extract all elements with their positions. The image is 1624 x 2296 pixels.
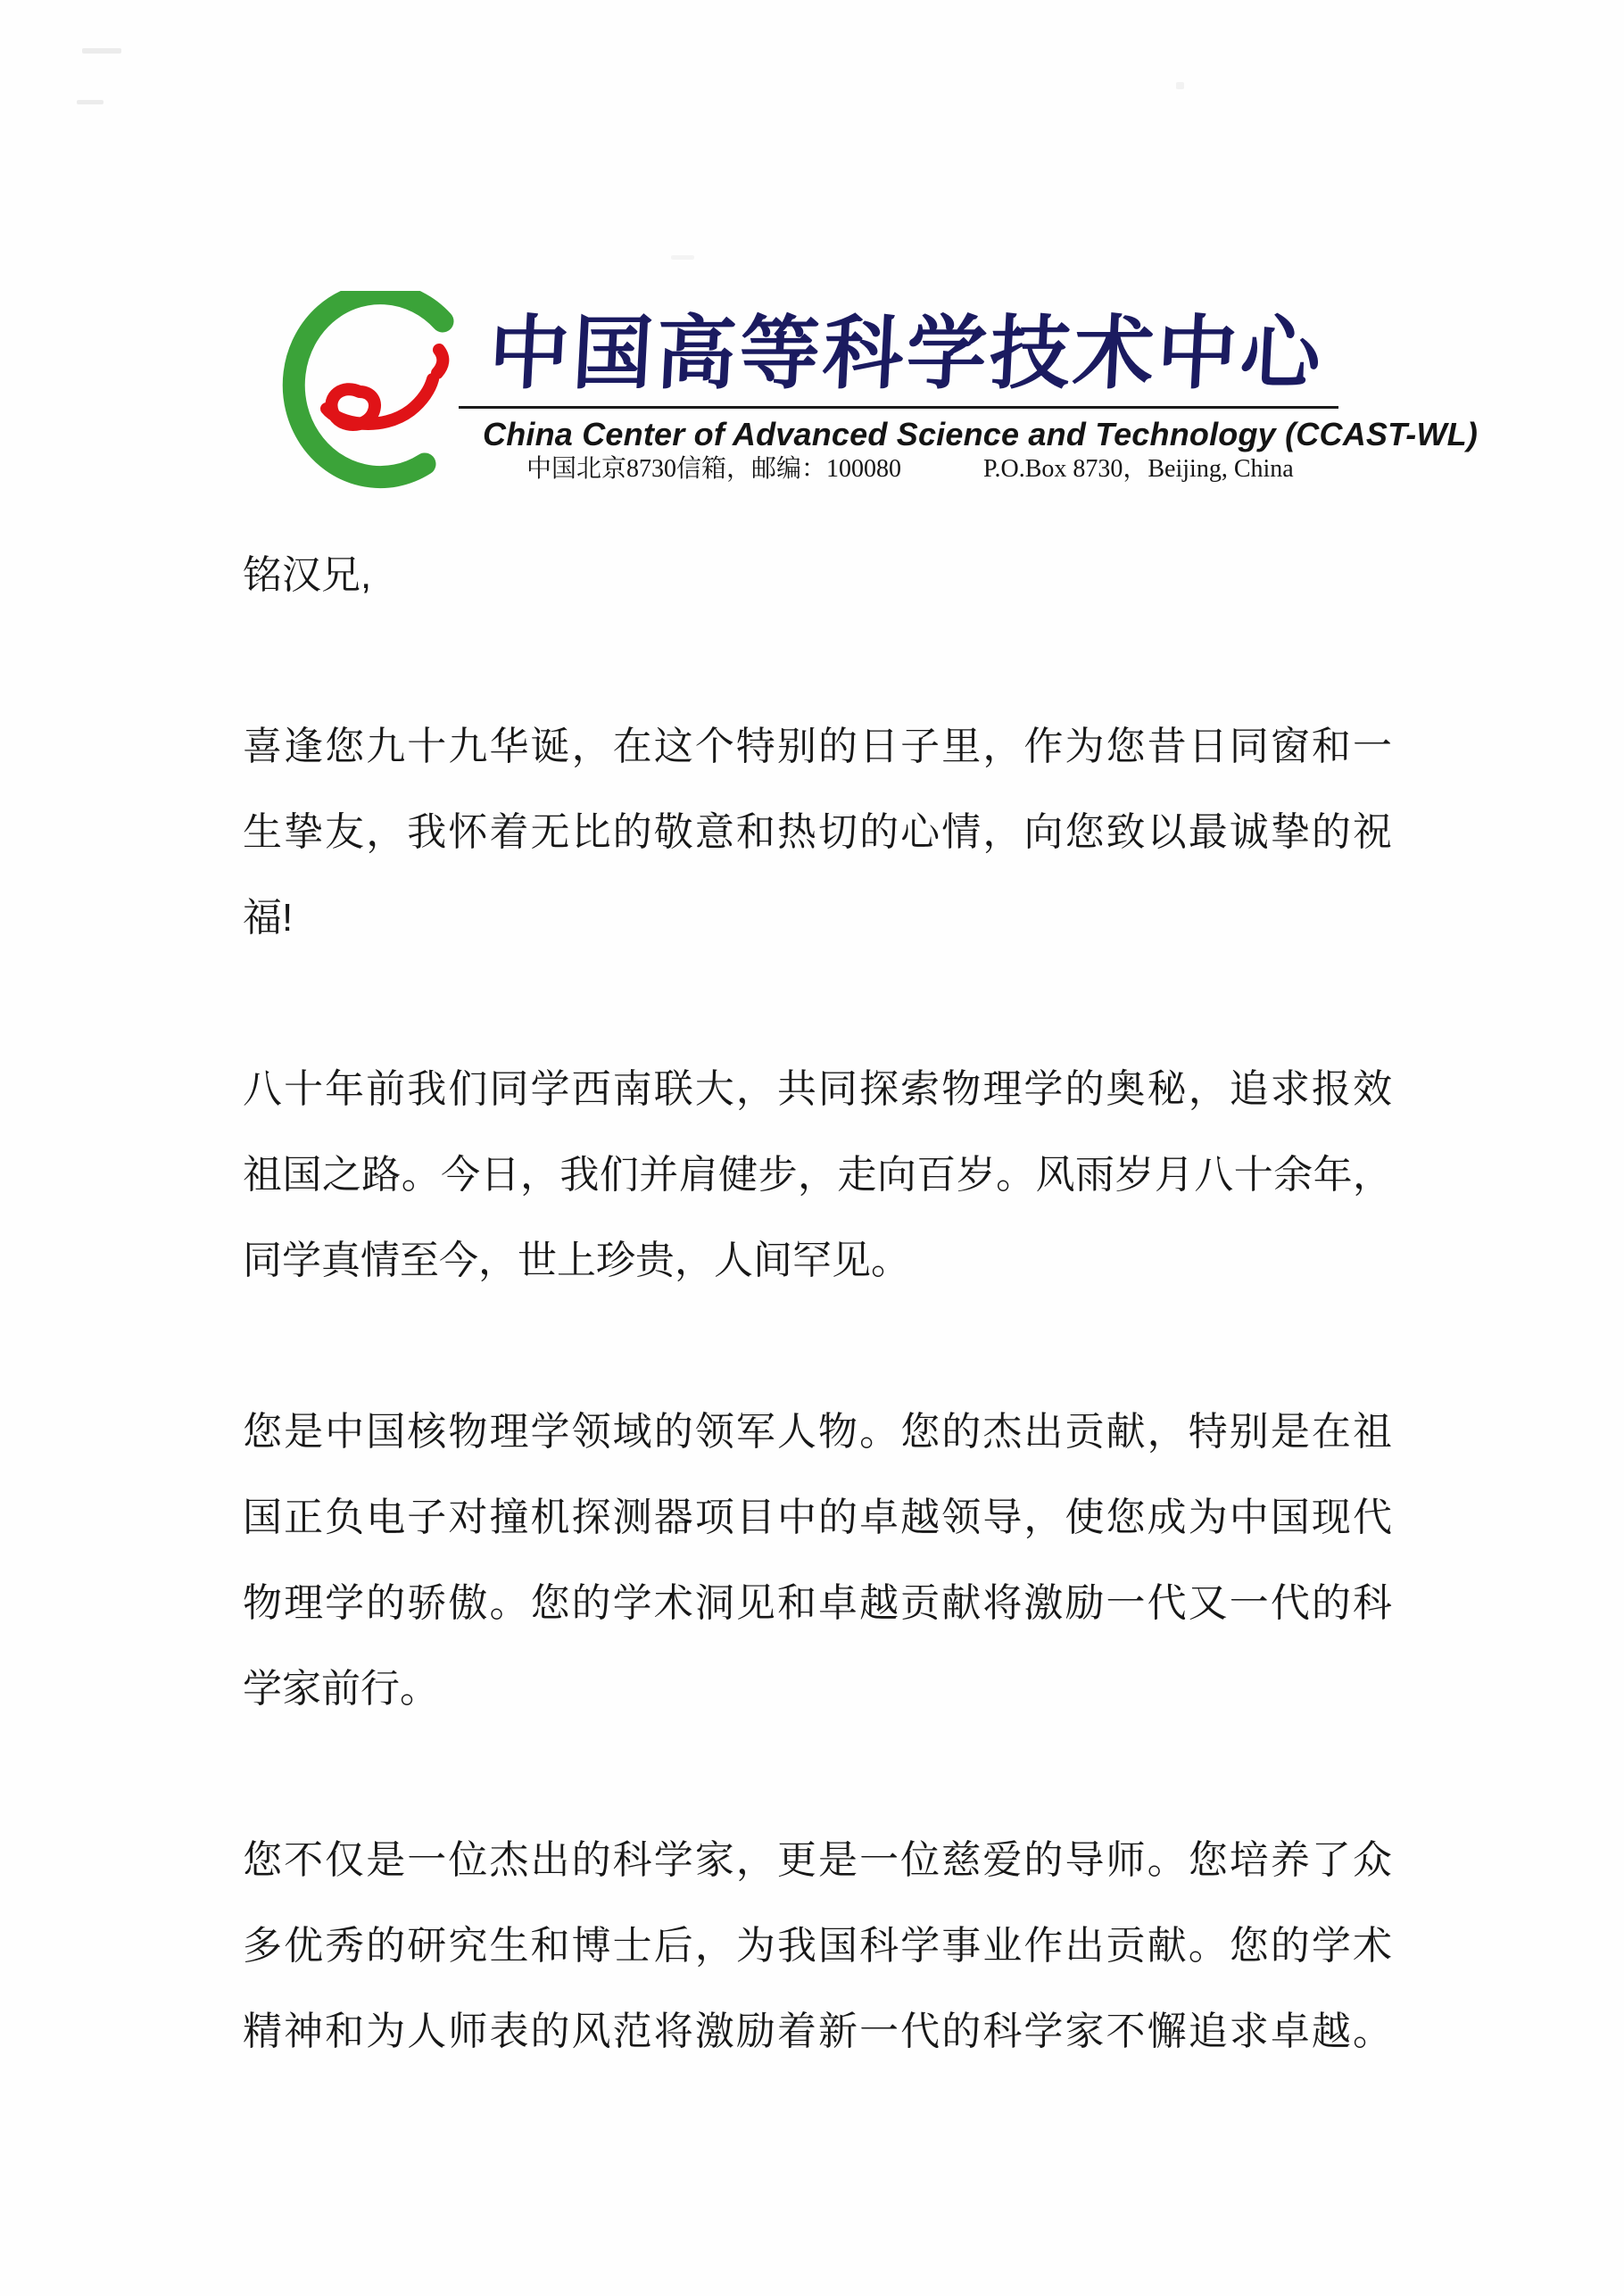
address-english: P.O.Box 8730，Beijing, China bbox=[983, 455, 1294, 483]
letter-line: 精神和为人师表的风范将激励着新一代的科学家不懈追求卓越。 bbox=[243, 2010, 1392, 2053]
letter-body bbox=[243, 533, 1392, 2075]
org-name-calligraphy: 中国高等科学技术中心 bbox=[486, 310, 1323, 399]
paragraph-2 bbox=[243, 1047, 1392, 1304]
letter-line: 国正负电子对撞机探测器项目中的卓越领导，使您成为中国现代 bbox=[243, 1496, 1392, 1539]
letter-line: 您是中国核物理学领域的领军人物。您的杰出贡献，特别是在祖 bbox=[243, 1410, 1392, 1454]
salutation: 铭汉兄, bbox=[243, 553, 372, 597]
letter-line: 祖国之路。今日，我们并肩健步，走向百岁。风雨岁月八十余年， bbox=[243, 1153, 1392, 1197]
letter-line: 学家前行。 bbox=[243, 1667, 439, 1711]
letter-line: 福! bbox=[243, 896, 294, 940]
paragraph-4 bbox=[243, 1818, 1392, 2075]
letter-line: 物理学的骄傲。您的学术洞见和卓越贡献将激励一代又一代的科 bbox=[243, 1581, 1392, 1625]
letter-line: 多优秀的研究生和博士后，为我国科学事业作出贡献。您的学术 bbox=[243, 1924, 1392, 1968]
paragraph-3 bbox=[243, 1389, 1392, 1732]
ccast-logo-icon bbox=[273, 291, 475, 489]
paragraph-1 bbox=[243, 704, 1392, 961]
letter-line: 八十年前我们同学西南联大，共同探索物理学的奥秘，追求报效 bbox=[243, 1067, 1392, 1111]
letter-line: 您不仅是一位杰出的科学家，更是一位慈爱的导师。您培养了众 bbox=[243, 1838, 1392, 1882]
logo-swoosh bbox=[294, 294, 443, 477]
scan-artifact bbox=[671, 255, 694, 260]
address-chinese: 中国北京8730信箱，邮编：100080 bbox=[526, 455, 902, 483]
letterhead-address bbox=[526, 454, 1338, 485]
letter-line: 同学真情至今，世上珍贵，人间罕见。 bbox=[243, 1239, 910, 1282]
scan-artifact bbox=[77, 100, 104, 104]
scan-artifact bbox=[1176, 82, 1184, 89]
letterhead-divider bbox=[459, 406, 1338, 409]
logo-heart-glyph bbox=[327, 350, 443, 425]
scan-artifact bbox=[82, 48, 121, 54]
org-name-english: China Center of Advanced Science and Technology (CCAST-WL) bbox=[483, 416, 1479, 452]
letter-line: 喜逢您九十九华诞，在这个特别的日子里，作为您昔日同窗和一 bbox=[243, 725, 1392, 768]
letter-line: 生挚友，我怀着无比的敬意和热切的心情，向您致以最诚挚的祝 bbox=[243, 810, 1392, 854]
